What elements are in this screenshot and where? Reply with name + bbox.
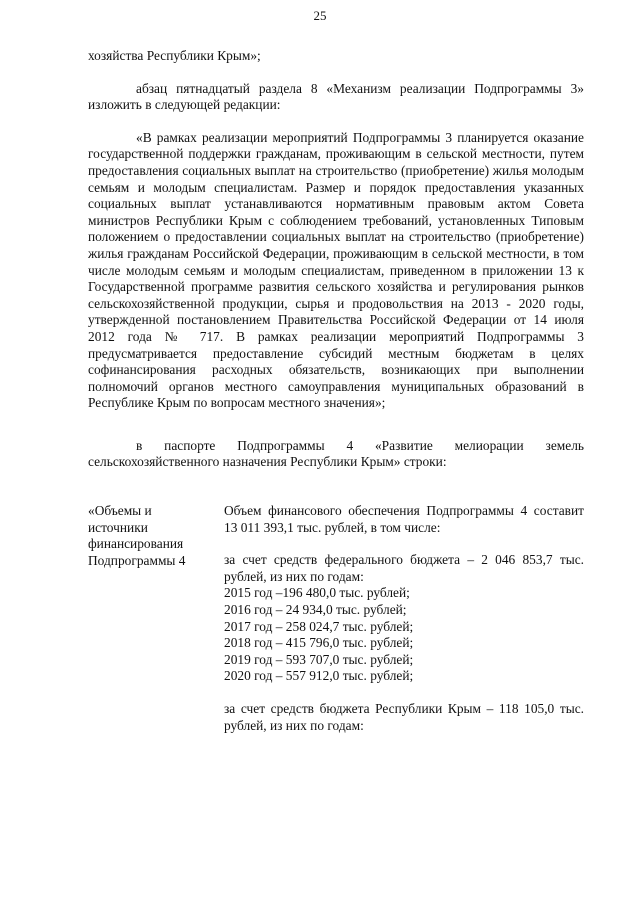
regional-intro: за счет средств бюджета Республики Крым – 118 105,0 тыс. рублей, из них по годам: (224, 701, 584, 733)
paragraph-4: в паспорте Подпрограммы 4 «Развитие мелиорации земель сельскохозяйственного назначения Республики Крым» строки: (88, 437, 584, 470)
label-line: источники (88, 519, 148, 535)
label-line: «Объемы и (88, 503, 152, 519)
total-funding: Объем финансового обеспечения Подпрограммы 4 составит 13 011 393,1 тыс. рублей, в том числе: (224, 503, 584, 535)
federal-year-line: 2015 год –196 480,0 тыс. рублей; (224, 585, 410, 601)
paragraph-2: абзац пятнадцатый раздела 8 «Механизм реализации Подпрограммы 3» изложить в следующей редакции: (88, 80, 584, 113)
label-line: Подпрограммы 4 (88, 552, 186, 568)
document-body (88, 48, 584, 734)
row-value (224, 503, 584, 734)
passport-table-row (88, 503, 584, 734)
federal-year-line: 2019 год – 593 707,0 тыс. рублей; (224, 651, 414, 667)
federal-intro: за счет средств федерального бюджета – 2 046 853,7 тыс. рублей, из них по годам: (224, 552, 584, 584)
federal-year-line: 2018 год – 415 796,0 тыс. рублей; (224, 635, 414, 651)
label-line: финансирования (88, 536, 184, 552)
row-label (88, 503, 224, 734)
paragraph-3-quote: «В рамках реализации мероприятий Подпрограммы 3 планируется оказание государственной поддержки гражданам, проживающим в сельской местности, путем предоставления социальных выплат на строительство (приобретение) жилья молодым семьям и молодым специалистам. Размер и порядок предоставления указанных социальных выплат устанавливаются нормативным правовым актом Совета министров Республики Крым с соблюдением требований, установленных Типовым положением о предоставлении социальных выплат на строительство (приобретение) жилья гражданам Российской Федерации, проживающим в сельской местности, в том числе молодым семьям и молодым специалистам, приведенном в приложении 13 к Государственной программе развития сельского хозяйства и регулирования рынков сельскохозяйственной продукции, сырья и продовольствия на 2013 - 2020 годы, утвержденной постановлением Правительства Российской Федерации от 14 июля 2012 года № 717. В рамках реализации мероприятий Подпрограммы 3 предусматривается предоставление субсидий местным бюджетам в целях софинансирования расходных обязательств, возникающих при выполнении полномочий органов местного самоуправления муниципальных образований в Республике Крым по вопросам местного значения»; (88, 129, 584, 411)
federal-year-line: 2016 год – 24 934,0 тыс. рублей; (224, 602, 407, 618)
page-number: 25 (313, 8, 327, 23)
federal-year-line: 2017 год – 258 024,7 тыс. рублей; (224, 618, 414, 634)
paragraph-1: хозяйства Республики Крым»; (88, 48, 261, 63)
federal-year-line: 2020 год – 557 912,0 тыс. рублей; (224, 668, 414, 684)
